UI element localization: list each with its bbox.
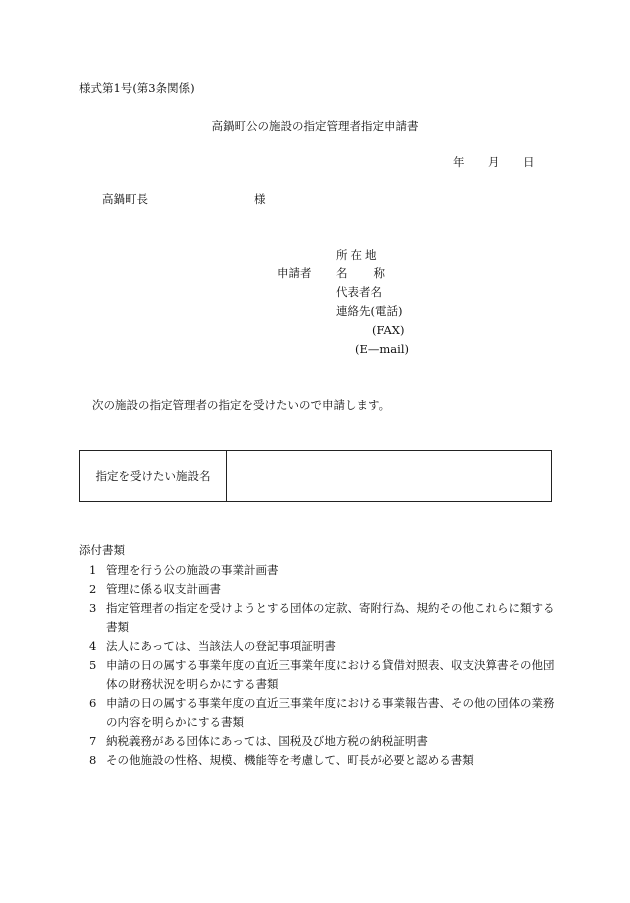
facility-row: [80, 451, 552, 502]
attachment-text: 申請の日の属する事業年度の直近三事業年度における貸借対照表、収支決算書その他団体の財務状況を明らかにする書類: [106, 658, 555, 691]
name-label-second: 称: [373, 266, 385, 280]
attachment-item: [89, 751, 559, 770]
facility-name-label: 指定を受けたい施設名: [80, 451, 227, 502]
attachment-number: 5: [89, 658, 97, 672]
date-month-label: 月: [488, 155, 500, 169]
attachment-number: 3: [89, 601, 97, 615]
form-number: 様式第1号(第3条関係): [79, 81, 195, 95]
attachment-text: 法人にあっては、当該法人の登記事項証明書: [106, 639, 336, 653]
attachment-text: 管理に係る収支計画書: [106, 582, 221, 596]
facility-name-field[interactable]: [227, 451, 552, 502]
addressee-honorific: 様: [254, 192, 266, 206]
attachment-text: 管理を行う公の施設の事業計画書: [106, 563, 279, 577]
application-statement: 次の施設の指定管理者の指定を受けたいので申請します。: [92, 398, 391, 412]
name-label-first: 名: [336, 266, 348, 280]
attachment-item: [89, 561, 559, 580]
address-label: 所在地: [336, 248, 380, 262]
fax-label: (FAX): [372, 323, 405, 337]
attachment-item: [89, 637, 559, 656]
attachment-number: 7: [89, 734, 97, 748]
document-title: 高鍋町公の施設の指定管理者指定申請書: [211, 119, 419, 133]
attachment-item: [89, 694, 559, 732]
date-year-label: 年: [453, 155, 465, 169]
attachment-text: 指定管理者の指定を受けようとする団体の定款、寄附行為、規約その他これらに類する書類: [106, 601, 555, 634]
attachment-number: 6: [89, 696, 97, 710]
contact-phone-label: 連絡先(電話): [336, 304, 403, 318]
addressee-name: 高鍋町長: [102, 192, 148, 206]
attachment-number: 1: [89, 563, 97, 577]
attachment-item: [89, 580, 559, 599]
attachment-text: 申請の日の属する事業年度の直近三事業年度における事業報告書、その他の団体の業務の内容を明らかにする書類: [106, 696, 555, 729]
attachment-number: 8: [89, 753, 97, 767]
attachment-number: 4: [89, 639, 97, 653]
attachment-number: 2: [89, 582, 97, 596]
facility-table: [79, 450, 552, 502]
attachment-text: その他施設の性格、規模、機能等を考慮して、町長が必要と認める書類: [106, 753, 474, 767]
attachment-item: [89, 732, 559, 751]
attachment-item: [89, 656, 559, 694]
applicant-label: 申請者: [277, 266, 312, 280]
date-day-label: 日: [523, 155, 535, 169]
representative-label: 代表者名: [336, 285, 382, 299]
email-label: (E—mail): [355, 342, 409, 356]
attachment-item: [89, 599, 559, 637]
name-label: [336, 268, 385, 280]
attachments-heading: 添付書類: [79, 543, 125, 557]
attachment-text: 納税義務がある団体にあっては、国税及び地方税の納税証明書: [106, 734, 428, 748]
